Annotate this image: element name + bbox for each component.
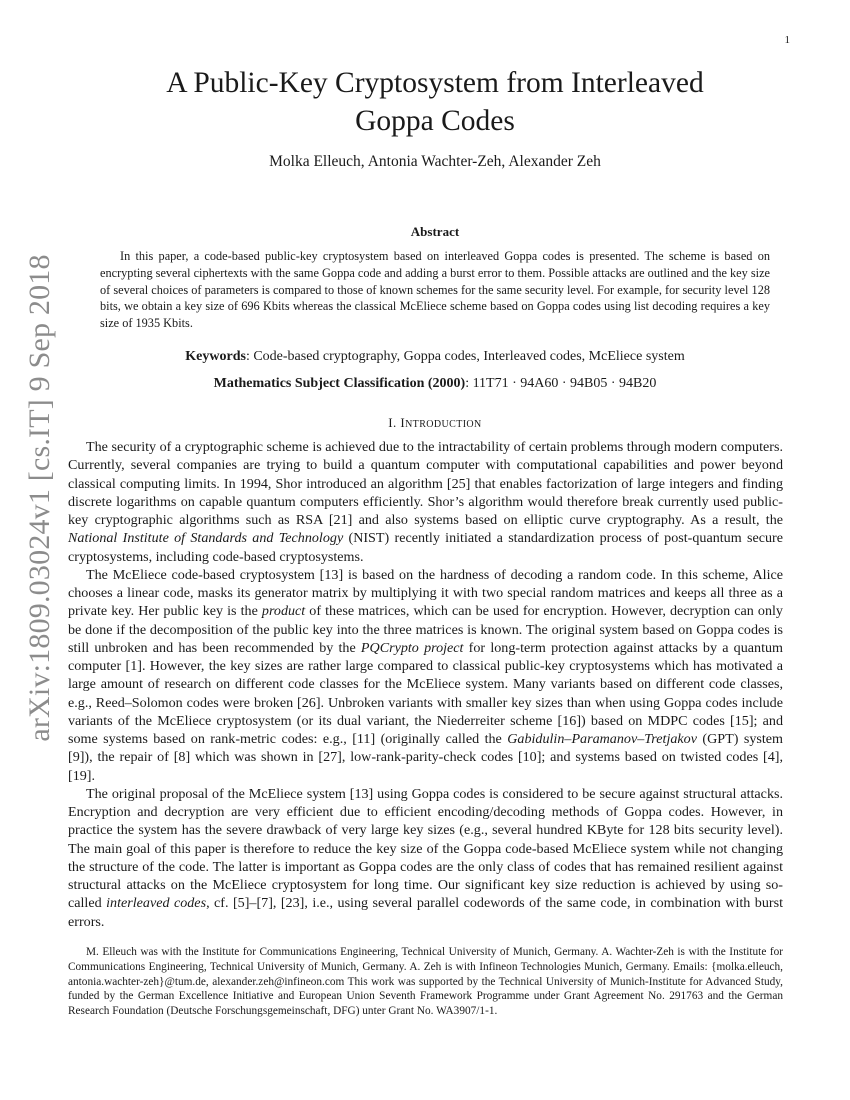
introduction-body — [68, 438, 783, 931]
text-run: , cf. [5]–[7], [23], i.e., using several parallel codewords of the same code, in combination with burst errors. — [68, 895, 783, 930]
affiliation-footnote: M. Elleuch was with the Institute for Communications Engineering, Technical University of Munich, Germany. A. Wachter-Zeh is with the Institute for Communications Engineering, Technical University of Munich, Germany. A. Zeh is with Infineon Technologies Munich, Germany. Emails: {molka.elleuch, antonia.wachter-zeh}@tum.de, alexander.zeh@infineon.com This work was supported by the Technical University of Munich-Institute for Advanced Study, funded by the German Excellence Initiative and European Union Seventh Framework Programme under Grant Agreement No. 291763 and the German Research Foundation (Deutsche Forschungsgemeinschaft, DFG) unter Grant No. WA3907/1-1. — [68, 946, 783, 1018]
arxiv-identifier-stamp[interactable]: arXiv:1809.03024v1 [cs.IT] 9 Sep 2018 — [23, 254, 56, 742]
intro-paragraph-1 — [68, 438, 783, 566]
text-run: The security of a cryptographic scheme is achieved due to the intractability of certain problems through modern computers. Currently, several companies are trying to build a quantum computer with computational capabilities and power beyond classical computing limits. In 1994, Shor introduced an algorithm [25] that enables factorization of large integers and finding discrete logarithms on capable quantum computers efficiently. Shor’s algorithm would therefore break currently used public-key cryptographic algorithms such as RSA [21] and also systems based on elliptic curve cryptography. As a result, the — [68, 439, 783, 528]
emphasized-text: interleaved codes — [106, 895, 207, 912]
section-title-rest: NTRODUCTION — [405, 419, 482, 430]
text-run: of these matrices, which can be used for encryption. However, decryption can only be done if the decomposition of the public key into the three matrices is known. The original system based on Goppa codes is still unbroken and has been recommended by the — [68, 603, 783, 656]
msc-codes: : 11T71 · 94A60 · 94B05 · 94B20 — [465, 376, 657, 391]
section-heading-introduction — [100, 415, 770, 431]
intro-paragraph-3 — [68, 785, 783, 931]
text-run: The McEliece code-based cryptosystem [13] is based on the hardness of decoding a random code. In this scheme, Alice chooses a linear code, masks its generator matrix by multiplying it with two special random matrices and keeps all three as a private key. Her public key is the — [68, 566, 783, 620]
text-run: The original proposal of the McEliece system [13] using Goppa codes is considered to be secure against structural attacks. Encryption and decryption are very efficient due to efficient encoding/decoding methods of Goppa codes. However, in practice the system has the severe drawback of very large key sizes (e.g., several hundred KByte for 128 bits security level). The main goal of this paper is therefore to reduce the key size of the Goppa code-based McEliece system while not changing the structure of the code. The latter is important as Goppa codes are the only class of codes that has remained resilient against structural attacks on the McEliece cryptosystem for long time. Our significant key size reduction is achieved by using so-called — [68, 785, 783, 912]
msc-label: Mathematics Subject Classification (2000) — [213, 376, 466, 391]
keywords-label: Keywords — [185, 349, 246, 364]
text-run: (GPT) system [9]), the repair of [8] which was shown in [27], low-rank-parity-check codes [10]; and systems based on twisted codes [4], [19]. — [68, 731, 783, 784]
emphasized-text: product — [261, 603, 306, 620]
section-title-initial: I — [400, 415, 406, 430]
author-list: Molka Elleuch, Antonia Wachter-Zeh, Alexander Zeh — [269, 153, 601, 170]
text-run: for long-term protection against attacks by a quantum computer [1]. However, the key sizes are rather large compared to classical public-key cryptosystems which has motivated a large amount of research on different code classes for the McEliece system. Many variants based on different code classes, e.g., Reed–Solomon codes were broken [26]. Unbroken variants with smaller key sizes than when using Goppa codes include variants of the McEliece cryptosystem (or its dual variant, the Niederreiter scheme [16]) based on MDPC codes [15]; and some systems based on rank-metric codes: e.g., [11] (originally called the — [68, 639, 783, 747]
emphasized-text: National Institute of Standards and Technology — [68, 530, 344, 547]
intro-paragraph-2 — [68, 566, 783, 785]
page-number: 1 — [784, 34, 790, 46]
msc-classification-line — [100, 376, 770, 392]
abstract-heading: Abstract — [410, 224, 460, 239]
paper-title — [100, 64, 770, 140]
emphasized-text: PQCrypto project — [360, 639, 464, 656]
keywords-text: : Code-based cryptography, Goppa codes, Interleaved codes, McEliece system — [245, 349, 685, 364]
section-numeral: I. — [388, 415, 401, 430]
paper-title-line-1: A Public-Key Cryptosystem from Interleaved — [166, 67, 704, 99]
keywords-line — [100, 349, 770, 365]
paper-title-line-2: Goppa Codes — [355, 105, 515, 137]
emphasized-text: Gabidulin–Paramanov–Tretjakov — [507, 731, 697, 747]
abstract-text: In this paper, a code-based public-key cryptosystem based on interleaved Goppa codes is presented. The scheme is based on encrypting several ciphertexts with the same Goppa code and adding a burst error to them. Possible attacks are outlined and the key size of several choices of parameters is compared to those of known schemes for the same security level. For example, for security level 128 bits, we obtain a key size of 696 Kbits whereas the classical McEliece scheme based on Goppa codes using list decoding requires a key size of 1935 Kbits. — [100, 249, 770, 331]
text-run: (NIST) recently initiated a standardization process of post-quantum secure cryptosystems, including code-based cryptosystems. — [68, 530, 783, 565]
